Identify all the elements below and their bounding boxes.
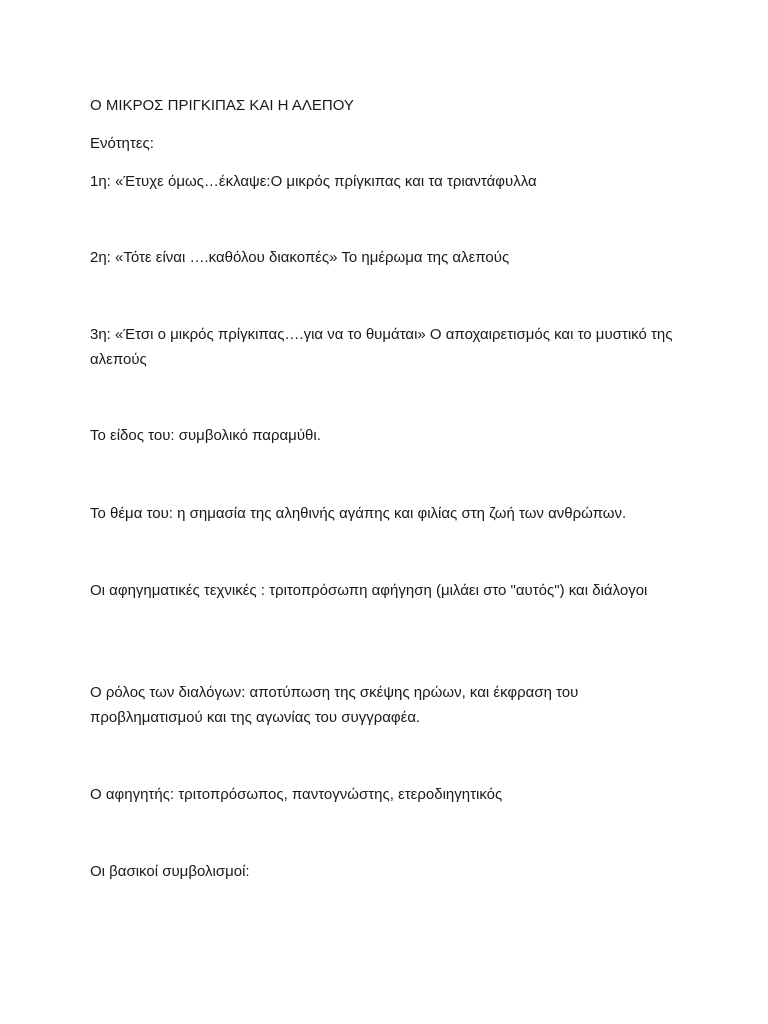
document-title: Ο ΜΙΚΡΟΣ ΠΡΙΓΚΙΠΑΣ ΚΑΙ Η ΑΛΕΠΟΥ [90, 97, 354, 114]
section-2-text: 2η: «Τότε είναι ….καθόλου διακοπές» Το ημέρωμα της αλεπούς [90, 249, 510, 266]
symbolisms-text: Οι βασικοί συμβολισμοί: [90, 863, 250, 880]
techniques-text: Οι αφηγηματικές τεχνικές : τριτοπρόσωπη αφήγηση (μιλάει στο "αυτός") και διάλογοι [90, 582, 648, 599]
sections-label: Ενότητες: [90, 135, 154, 152]
dialogue-role-text: Ο ρόλος των διαλόγων: αποτύπωση της σκέψης ηρώων, και έκφραση του προβληματισμού και της αγωνίας του συγγραφέα. [90, 684, 579, 726]
section-3-text: 3η: «Έτσι ο μικρός πρίγκιπας….για να το θυμάται» Ο αποχαιρετισμός και το μυστικό της αλεπούς [90, 326, 673, 368]
genre-text: Το είδος του: συμβολικό παραμύθι. [90, 427, 321, 444]
theme-text: Το θέμα του: η σημασία της αληθινής αγάπης και φιλίας στη ζωή των ανθρώπων. [90, 505, 627, 522]
section-1-text: 1η: «Έτυχε όμως…έκλαψε:Ο μικρός πρίγκιπας και τα τριαντάφυλλα [90, 173, 537, 190]
narrator-text: Ο αφηγητής: τριτοπρόσωπος, παντογνώστης, ετεροδιηγητικός [90, 786, 503, 803]
